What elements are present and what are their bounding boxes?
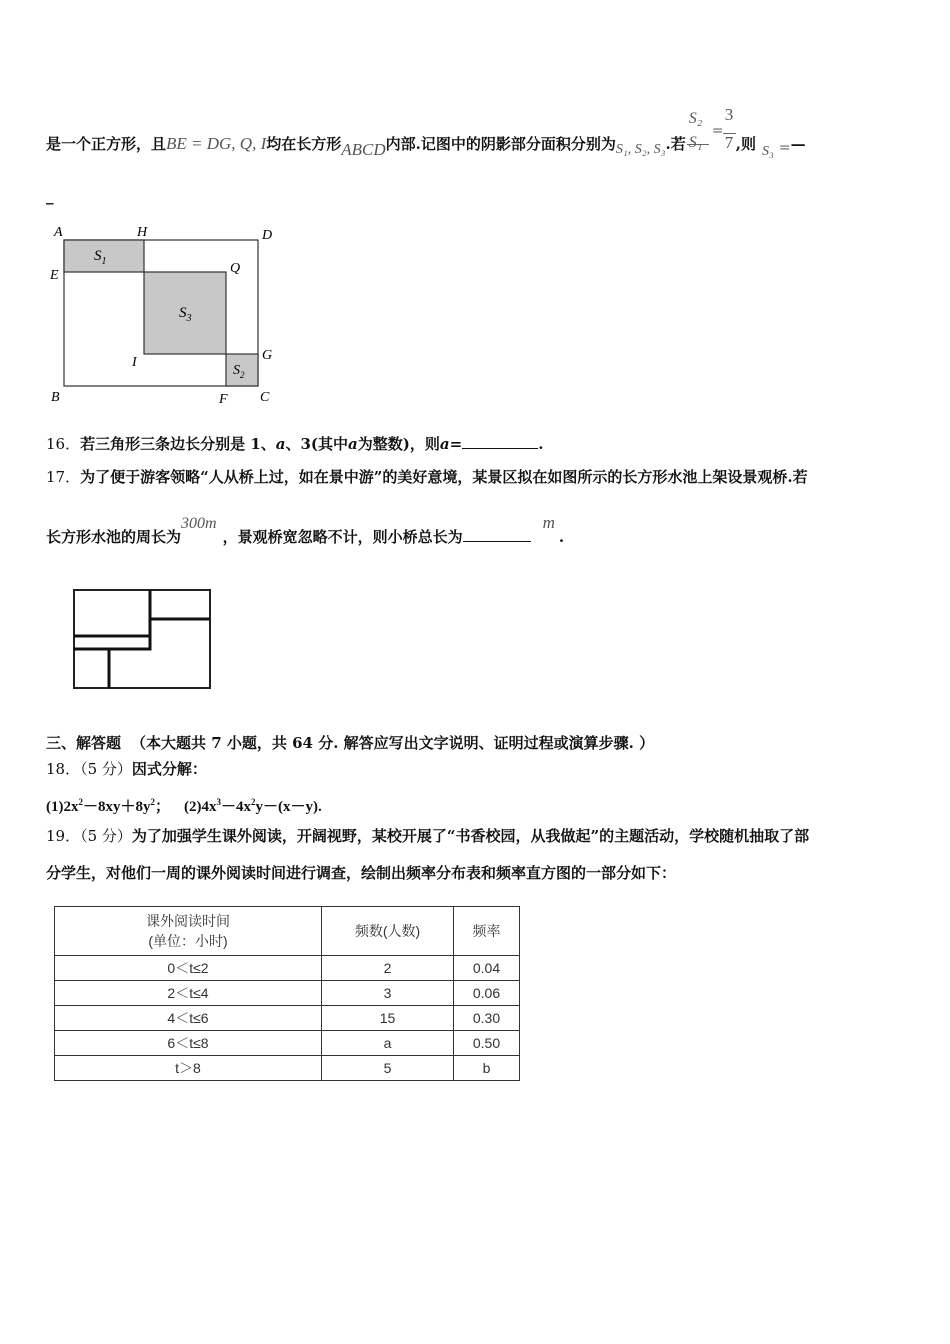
header-count: 频数(人数) bbox=[322, 907, 454, 956]
q18-line bbox=[46, 759, 207, 779]
q15-math-2: ABCD bbox=[341, 140, 386, 159]
q15-fraction bbox=[686, 105, 736, 171]
q17-unit: m bbox=[542, 513, 555, 532]
q19-line-1 bbox=[46, 826, 809, 846]
q18-score: （5 分） bbox=[80, 760, 132, 778]
frequency-table bbox=[54, 906, 520, 1081]
header-freq: 频率 bbox=[454, 907, 520, 956]
cell-freq: b bbox=[454, 1056, 520, 1081]
q15-text-2: 均在长方形 bbox=[266, 135, 342, 153]
q17-text-3: ，景观桥宽忽略不计，则小桥总长为 bbox=[222, 528, 463, 546]
q18-part-2: $(2)4x^3-4x^2y-(x-y)$. bbox=[184, 797, 322, 815]
q16-line bbox=[46, 432, 543, 454]
q16-number: 16． bbox=[46, 435, 81, 453]
q18-text: 因式分解： bbox=[131, 760, 207, 778]
cell-time: 6＜t≤8 bbox=[55, 1031, 322, 1056]
q17-perimeter: 300m bbox=[181, 515, 217, 532]
table-row bbox=[55, 981, 520, 1006]
frac-num-right: 3 bbox=[724, 105, 734, 124]
cell-freq: 0.06 bbox=[454, 981, 520, 1006]
q17-line-1 bbox=[46, 467, 808, 487]
cell-freq: 0.04 bbox=[454, 956, 520, 981]
q18-number: 18． bbox=[46, 760, 81, 778]
section3-heading bbox=[46, 733, 654, 753]
q15-math-1: BE = DG, Q, I bbox=[166, 134, 267, 153]
label-q: Q bbox=[230, 261, 241, 276]
q19-text-2: 分学生，对他们一周的课外阅读时间进行调查，绘制出频率分布表和频率直方图的一部分如下： bbox=[46, 864, 677, 882]
cell-count: 5 bbox=[322, 1056, 454, 1081]
table-row bbox=[55, 956, 520, 981]
cell-time: t＞8 bbox=[55, 1056, 322, 1081]
header-time: 课外阅读时间 (单位：小时) bbox=[55, 907, 322, 956]
q15-text-4: .若 bbox=[665, 135, 686, 153]
q15-math-5: = bbox=[778, 140, 791, 156]
bridge-upper bbox=[74, 590, 150, 636]
q15-math-4: S₃ bbox=[761, 144, 774, 159]
q17-text-2: 长方形水池的周长为 bbox=[46, 528, 182, 546]
frac-num-left: S₂ bbox=[688, 110, 703, 127]
q19-line-2 bbox=[46, 863, 676, 883]
table-row bbox=[55, 1056, 520, 1081]
table-row bbox=[55, 1031, 520, 1056]
q19-score: （5 分） bbox=[80, 827, 132, 845]
q16-var-a3: a bbox=[439, 435, 450, 453]
label-e: E bbox=[50, 268, 59, 283]
q15-text-5: ,则 bbox=[735, 135, 756, 153]
cell-count: a bbox=[322, 1031, 454, 1056]
table-header-row bbox=[55, 907, 520, 956]
q17-line-2 bbox=[46, 512, 564, 562]
frac-den-left: S₁ bbox=[688, 134, 703, 151]
cell-count: 2 bbox=[322, 956, 454, 981]
q15-text-1: 是一个正方形，且 bbox=[46, 135, 167, 153]
figure-pool-bridge bbox=[66, 582, 216, 696]
figure-rectangle-abcd bbox=[40, 218, 290, 414]
q19-number: 19． bbox=[46, 827, 81, 845]
q18-parts bbox=[46, 792, 322, 817]
q18-part-1: $(1)2x^2-8xy+8y^2$； bbox=[46, 797, 171, 815]
q15-dash: — bbox=[790, 135, 806, 153]
frac-den-right: 7 bbox=[724, 133, 734, 152]
cell-freq: 0.30 bbox=[454, 1006, 520, 1031]
frac-equals: = bbox=[711, 123, 724, 139]
label-s3: $S_3$ bbox=[179, 305, 192, 324]
q19-text-1: 为了加强学生课外阅读，开阔视野，某校开展了“书香校园，从我做起”的主题活动，学校随机抽取了部 bbox=[131, 827, 810, 845]
q16-answer-blank[interactable] bbox=[462, 432, 538, 449]
q16-text-3: 为整数)，则 bbox=[357, 435, 440, 453]
label-i: I bbox=[132, 355, 137, 370]
q17-answer-blank[interactable] bbox=[463, 527, 531, 542]
q17-number: 17． bbox=[46, 468, 81, 486]
q15-line bbox=[46, 105, 806, 170]
cell-time: 4＜t≤6 bbox=[55, 1006, 322, 1031]
q16-end: . bbox=[538, 435, 544, 453]
label-b: B bbox=[51, 390, 60, 405]
section3-note: （本大题共 7 小题，共 64 分. 解答应写出文字说明、证明过程或演算步骤. ） bbox=[131, 734, 655, 752]
pool-rect bbox=[74, 590, 210, 688]
label-h: H bbox=[137, 225, 148, 240]
q16-var-a2: a bbox=[348, 435, 358, 453]
label-f: F bbox=[219, 392, 228, 407]
table-row bbox=[55, 1006, 520, 1031]
label-a: A bbox=[54, 225, 63, 240]
label-g: G bbox=[262, 348, 273, 363]
section3-title: 三、解答题 bbox=[46, 734, 122, 752]
q16-text-4: = bbox=[449, 435, 463, 453]
cell-count: 3 bbox=[322, 981, 454, 1006]
label-s2: $S_2$ bbox=[233, 363, 245, 380]
q15-tail: _ bbox=[46, 187, 54, 205]
q15-text-3: 内部.记图中的阴影部分面积分别为 bbox=[385, 135, 616, 153]
q16-text-2: 、3(其中 bbox=[285, 435, 349, 453]
label-c: C bbox=[260, 390, 270, 405]
q17-end: . bbox=[558, 528, 565, 546]
cell-time: 2＜t≤4 bbox=[55, 981, 322, 1006]
cell-count: 15 bbox=[322, 1006, 454, 1031]
cell-freq: 0.50 bbox=[454, 1031, 520, 1056]
label-d: D bbox=[262, 228, 273, 243]
q17-text-1: 为了便于游客领略“人从桥上过，如在景中游”的美好意境，某景区拟在如图所示的长方形水池上架设景观桥.若 bbox=[80, 468, 808, 486]
q16-text-1: 若三角形三条边长分别是 1、 bbox=[80, 435, 276, 453]
label-s1: $S_1$ bbox=[94, 248, 107, 267]
bridge-step bbox=[74, 619, 150, 649]
q15-math-3: S₁, S₂, S₃ bbox=[615, 142, 666, 157]
cell-time: 0＜t≤2 bbox=[55, 956, 322, 981]
q16-var-a1: a bbox=[275, 435, 286, 453]
